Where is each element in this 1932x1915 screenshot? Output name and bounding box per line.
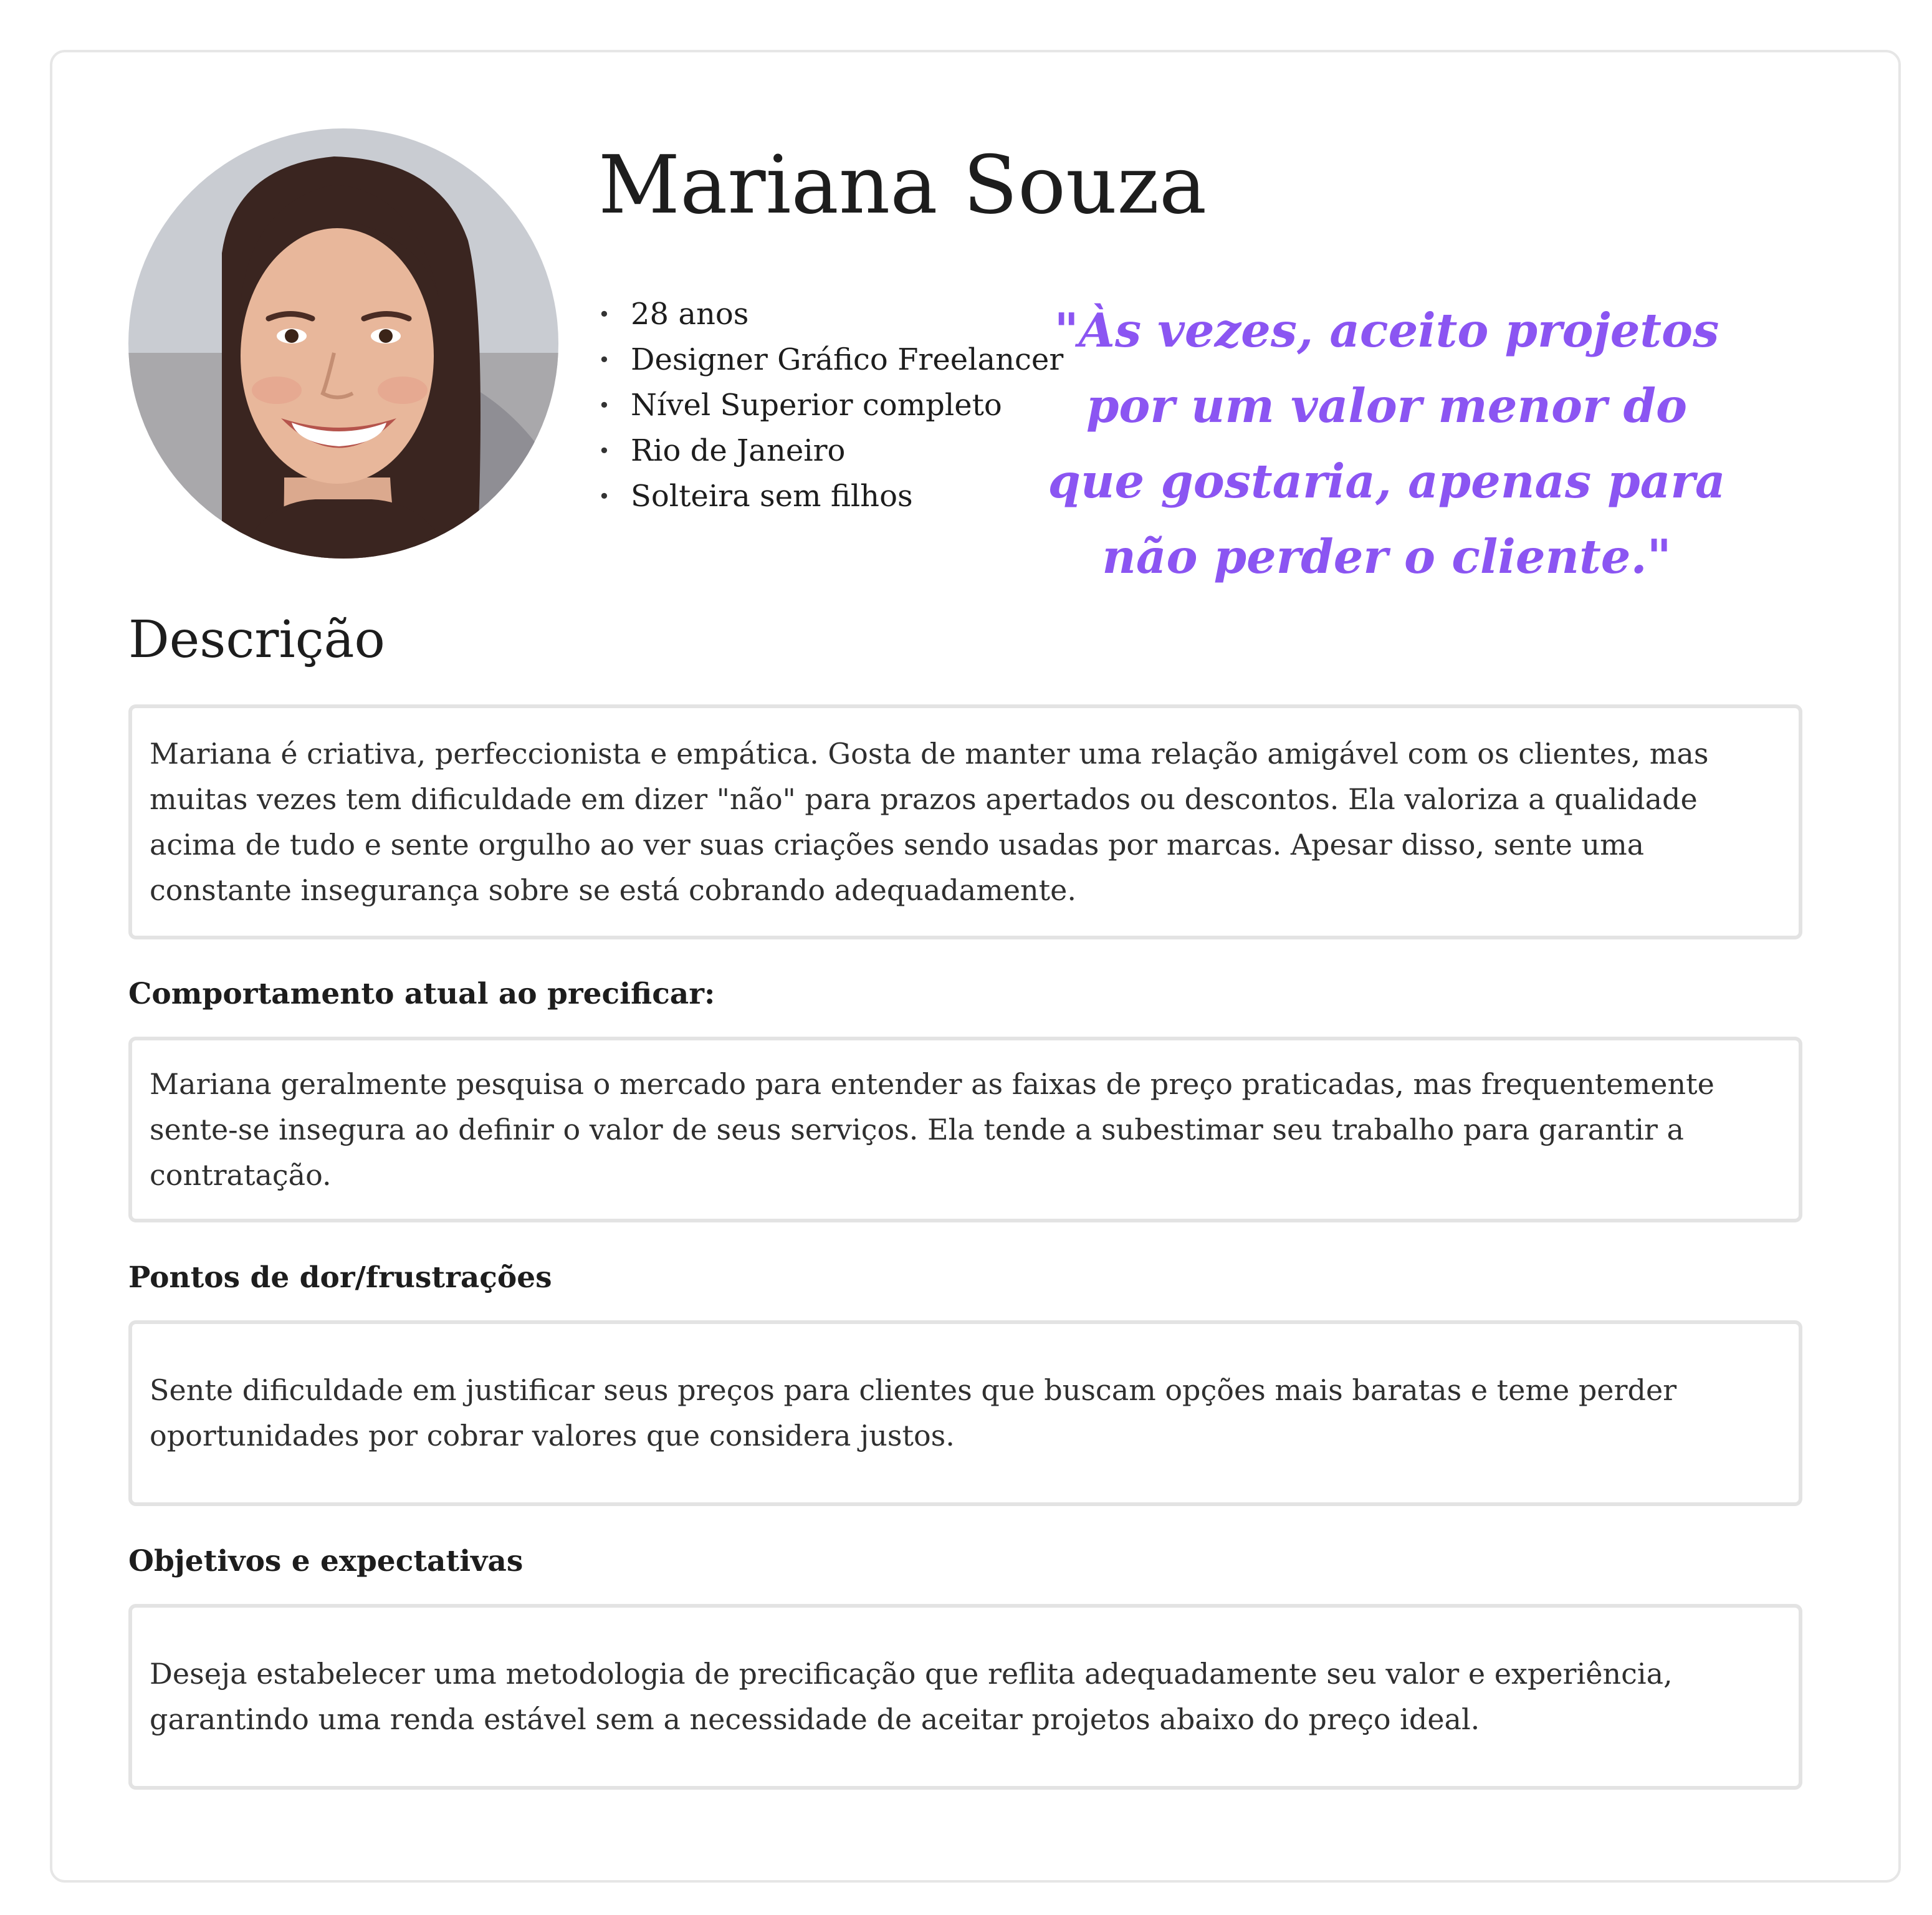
description-text: Mariana é criativa, perfeccionista e empática. Gosta de manter uma relação amigável com os clientes, mas muitas vezes tem dificuldade em dizer "não" para prazos apertados ou descontos. Ela valoriza a qualidade acima de tudo e sente orgulho ao ver suas criações sendo usadas por marcas. Apesar disso, sente uma constante insegurança sobre se está cobrando adequadamente. [150,736,1709,907]
description-title: Descrição [128,610,385,670]
fact-location: • Rio de Janeiro [598,428,1063,474]
behavior-text: Mariana geralmente pesquisa o mercado para entender as faixas de preço praticadas, mas frequentemente sente-se insegura ao definir o valor de seus serviços. Ela tende a subestimar seu trabalho para garantir a contratação. [150,1067,1714,1192]
fact-education: • Nível Superior completo [598,383,1063,428]
pain-points-text: Sente dificuldade em justificar seus preços para clientes que buscam opções mais baratas e teme perder oportunidades por cobrar valores que considera justos. [150,1373,1677,1452]
goals-heading: Objetivos e expectativas [128,1544,524,1578]
fact-occupation: • Designer Gráfico Freelancer [598,337,1063,383]
persona-quote: "Às vezes, aceito projetos por um valor menor do que gostaria, apenas para não perder o cliente." [1048,303,1726,584]
persona-name: Mariana Souza [598,139,1207,232]
avatar [128,128,558,559]
avatar-photo [128,128,558,559]
fact-age: • 28 anos [598,292,1063,337]
goals-box [128,1604,1802,1790]
fact-family-status: • Solteira sem filhos [598,474,1063,519]
pain-points-heading: Pontos de dor/frustrações [128,1260,552,1295]
behavior-box [128,1037,1802,1222]
persona-facts [598,292,1063,519]
goals-text: Deseja estabelecer uma metodologia de precificação que reflita adequadamente seu valor e experiência, garantindo uma renda estável sem a necessidade de aceitar projetos abaixo do preço ideal. [150,1657,1673,1736]
pain-points-box [128,1320,1802,1506]
description-box [128,704,1802,939]
behavior-heading: Comportamento atual ao precificar: [128,977,715,1011]
